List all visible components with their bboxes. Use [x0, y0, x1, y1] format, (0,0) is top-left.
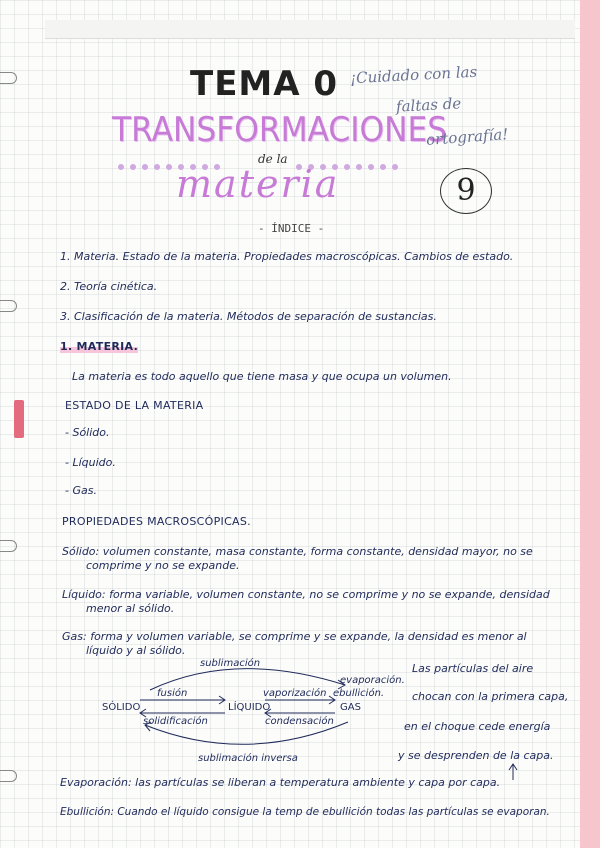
diagram-fusion: fusión: [157, 688, 188, 699]
prop-gas-line2: líquido y al sólido.: [86, 644, 186, 657]
diagram-solidificacion: solidificación: [143, 716, 208, 727]
diagram-liquido: LÍQUIDO: [228, 702, 271, 713]
prop-gas-line1: Gas: forma y volumen variable, se comprime y se expande, la densidad es menor al: [62, 630, 527, 643]
diagram-condensacion: condensación: [265, 716, 334, 727]
grade-circle: 9: [440, 168, 492, 214]
arc-sublimacion: [150, 669, 345, 690]
index-label: - ÍNDICE -: [258, 222, 325, 235]
section-heading-text: 1. MATERIA.: [60, 340, 139, 353]
diagram-ebullicion: ebullición.: [333, 688, 385, 699]
diagram-gas: GAS: [340, 702, 361, 713]
state-solid: - Sólido.: [65, 426, 110, 439]
diagram-sublimacion: sublimación: [200, 658, 261, 669]
side-note-line2: chocan con la primera capa,: [412, 690, 569, 703]
index-item-1: 1. Materia. Estado de la materia. Propiedades macroscópicas. Cambios de estado.: [60, 250, 514, 263]
def-evaporacion: Evaporación: las partículas se liberan a temperatura ambiente y capa por capa.: [60, 776, 501, 789]
prop-solido-line1: Sólido: volumen constante, masa constante, forma constante, densidad mayor, no se: [62, 545, 533, 558]
side-note-line1: Las partículas del aire: [412, 662, 534, 675]
state-gas: - Gas.: [65, 484, 97, 497]
def-ebullicion: Ebullición: Cuando el líquido consigue la temp de ebullición todas las partículas se evaporan.: [60, 806, 550, 818]
diagram-vaporizacion: vaporización: [263, 688, 327, 699]
title-materia: materia: [176, 162, 340, 206]
margin-note-line2: faltas de: [395, 94, 462, 116]
diagram-evaporacion: evaporación.: [340, 675, 405, 686]
state-liquid: - Líquido.: [65, 456, 116, 469]
materia-definition: La materia es todo aquello que tiene masa y que ocupa un volumen.: [72, 370, 452, 383]
index-item-2: 2. Teoría cinética.: [60, 280, 158, 293]
margin-note-line3: ortografía!: [425, 125, 509, 149]
title-connector: de la: [258, 152, 288, 166]
diagram-sublimacion-inversa: sublimación inversa: [198, 753, 298, 764]
props-heading: PROPIEDADES MACROSCÓPICAS.: [62, 515, 251, 528]
side-note-line4: y se desprenden de la capa.: [398, 749, 554, 762]
prop-liquido-line1: Líquido: forma variable, volumen constante, no se comprime y no se expande, densidad: [62, 588, 550, 601]
tema-heading: TEMA 0: [190, 64, 339, 104]
title-transformaciones: TRANSFORMACIONES: [112, 110, 448, 150]
prop-solido-line2: comprime y no se expande.: [86, 559, 240, 572]
diagram-solido: SÓLIDO: [102, 702, 141, 713]
prop-liquido-line2: menor al sólido.: [86, 602, 175, 615]
states-heading: ESTADO DE LA MATERIA: [65, 399, 204, 412]
margin-note-line1: ¡Cuidado con las: [349, 62, 478, 88]
index-item-3: 3. Clasificación de la materia. Métodos de separación de sustancias.: [60, 310, 437, 323]
side-note-line3: en el choque cede energía: [404, 720, 551, 733]
